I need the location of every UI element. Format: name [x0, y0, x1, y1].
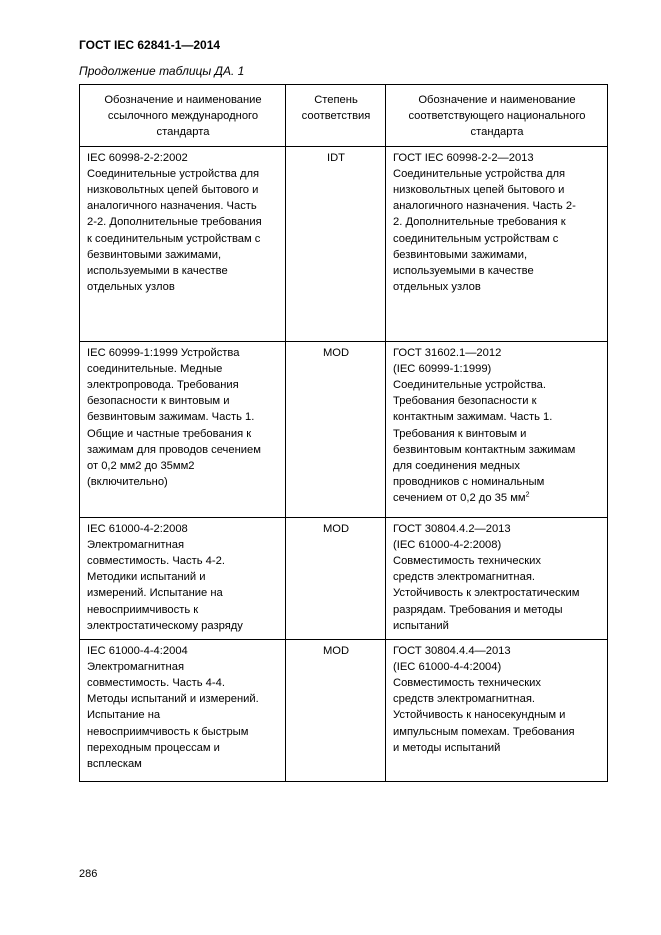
- cell-text-line: Обозначение и наименование: [418, 94, 576, 106]
- cell-text-line: контактным зажимам. Часть 1.: [393, 411, 553, 424]
- table-row: [80, 341, 608, 517]
- cell-text-line: зажимам для проводов сечением: [87, 443, 261, 456]
- cell-text-line: низковольтных цепей бытового и: [87, 184, 259, 197]
- cell-text-line: Устойчивость к наносекундным и: [393, 709, 566, 722]
- cell-text-line: соединительным устройствам с: [393, 232, 559, 245]
- cell-degree: MOD: [286, 517, 386, 639]
- cell-text-line: ссылочного международного: [107, 110, 259, 123]
- table-row: [80, 639, 608, 781]
- cell-text-line: IEC 60998-2-2:2002: [87, 151, 188, 164]
- cell-international-standard: [80, 146, 286, 341]
- cell-text-line: разрядам. Требования и методы: [393, 603, 563, 616]
- cell-international-standard: [80, 517, 286, 639]
- cell-text-line: Соединительные устройства.: [393, 379, 546, 392]
- cell-text-line: электростатическому разряду: [87, 619, 243, 632]
- superscript: 2: [525, 491, 530, 499]
- cell-degree: MOD: [286, 341, 386, 517]
- header-degree: [286, 85, 386, 147]
- cell-text-line: безопасности к винтовым и: [87, 395, 230, 408]
- cell-text-line: отдельных узлов: [393, 281, 481, 294]
- cell-text-line: импульсным помехам. Требования: [393, 725, 575, 738]
- cell-text-line: от 0,2 мм2 до 35мм2: [87, 460, 195, 473]
- cell-text-line: 2. Дополнительные требования к: [393, 216, 566, 229]
- page-number: 286: [79, 868, 98, 880]
- cell-degree: IDT: [286, 146, 386, 341]
- cell-text-line: Электромагнитная: [87, 538, 185, 551]
- cell-text-line: низковольтных цепей бытового и: [393, 184, 565, 197]
- table-row: [80, 517, 608, 639]
- cell-text-line: используемыми в качестве: [393, 265, 534, 278]
- cell-text-line: аналогичного назначения. Часть: [87, 200, 257, 213]
- cell-text-line: Методики испытаний и: [87, 571, 206, 584]
- cell-text-line: ГОСТ IEC 60998-2-2—2013: [393, 151, 534, 164]
- cell-international-standard: [80, 639, 286, 781]
- cell-text-line: соответствующего национального: [408, 110, 586, 123]
- cell-text-line: Соединительные устройства для: [87, 167, 260, 180]
- cell-text-line: (IEC 61000-4-2:2008): [393, 538, 502, 551]
- cell-text-line: и методы испытаний: [393, 741, 501, 754]
- cell-text-line: электропровода. Требования: [87, 379, 239, 392]
- cell-text-line: невосприимчивость к: [87, 603, 199, 616]
- cell-national-standard: [386, 517, 608, 639]
- cell-text-line: всплескам: [87, 758, 142, 771]
- cell-text-line: отдельных узлов: [87, 281, 175, 294]
- cell-text-line: соединительные. Медные: [87, 362, 223, 375]
- cell-text-line: к соединительным устройствам с: [87, 232, 261, 245]
- cell-text-line: Требования к винтовым и: [393, 427, 527, 440]
- table-caption: Продолжение таблицы ДА. 1: [79, 64, 245, 78]
- cell-national-standard: [386, 639, 608, 781]
- cell-text-line: Методы испытаний и измерений.: [87, 693, 259, 706]
- cell-text-line: ГОСТ 30804.4.2—2013: [393, 522, 511, 535]
- cell-text-line: Требования безопасности к: [393, 395, 537, 408]
- cell-text-line: 2-2. Дополнительные требования: [87, 216, 262, 229]
- cell-text-line: используемыми в качестве: [87, 265, 228, 278]
- cell-text-line: измерений. Испытание на: [87, 587, 223, 600]
- cell-text-line: аналогичного назначения. Часть 2-: [393, 200, 576, 213]
- cell-text-line: (IEC 61000-4-4:2004): [393, 660, 502, 673]
- cell-text-line: Совместимость технических: [393, 677, 541, 690]
- cell-national-standard: [386, 146, 608, 341]
- cell-international-standard: [80, 341, 286, 517]
- cell-text-line: Соединительные устройства для: [393, 167, 566, 180]
- cell-text-line: (IEC 60999-1:1999): [393, 362, 492, 375]
- cell-text-line: совместимость. Часть 4-2.: [87, 555, 225, 568]
- cell-text-line: ГОСТ 30804.4.4—2013: [393, 644, 511, 657]
- cell-text-line: Устойчивость к электростатическим: [393, 587, 580, 600]
- cell-text-line: средств электромагнитная.: [393, 693, 536, 706]
- header-international-standard: [80, 85, 286, 147]
- cell-text-line: стандарта: [156, 126, 210, 139]
- cell-text-line: безвинтовыми зажимами,: [87, 248, 222, 261]
- header-national-standard: [386, 85, 608, 147]
- cell-text-line: Степень: [314, 94, 358, 106]
- cell-text-line: Обозначение и наименование: [104, 94, 262, 106]
- cell-text-line: ГОСТ 31602.1—2012: [393, 346, 502, 359]
- cell-text-line: Электромагнитная: [87, 660, 185, 673]
- cell-text-line: безвинтовыми зажимами,: [393, 248, 528, 261]
- cell-text-line: Совместимость технических: [393, 555, 541, 568]
- cell-text-line: для соединения медных: [393, 460, 520, 473]
- cell-text-line: сечением от 0,2 до 35 $мм^2$: [393, 491, 530, 505]
- cell-text-line: средств электромагнитная.: [393, 571, 536, 584]
- cell-text-line: Общие и частные требования к: [87, 427, 252, 440]
- cell-text-line: совместимость. Часть 4-4.: [87, 677, 225, 690]
- cell-text-line: соответствия: [301, 110, 371, 123]
- cell-text-line: безвинтовым зажимам. Часть 1.: [87, 411, 255, 424]
- cell-national-standard: [386, 341, 608, 517]
- cell-text-line: проводников с номинальным: [393, 476, 545, 489]
- cell-text-line: безвинтовым контактным зажимам: [393, 443, 576, 456]
- cell-text-line: невосприимчивость к быстрым: [87, 725, 249, 738]
- document-header: ГОСТ IEC 62841-1—2014: [79, 38, 221, 52]
- cell-degree: MOD: [286, 639, 386, 781]
- cell-text-line: IEC 60999-1:1999 Устройства: [87, 346, 240, 359]
- cell-text-line: Испытание на: [87, 709, 161, 722]
- cell-text-line: IEC 61000-4-2:2008: [87, 522, 188, 535]
- cell-text-line: IEC 61000-4-4:2004: [87, 644, 188, 657]
- standards-table: [79, 84, 608, 782]
- cell-text-line: испытаний: [393, 619, 449, 632]
- cell-text-line: стандарта: [470, 126, 524, 139]
- table-row: [80, 146, 608, 341]
- table-header-row: [80, 85, 608, 147]
- cell-text-line: (включительно): [87, 476, 168, 489]
- cell-text-line: переходным процессам и: [87, 741, 220, 754]
